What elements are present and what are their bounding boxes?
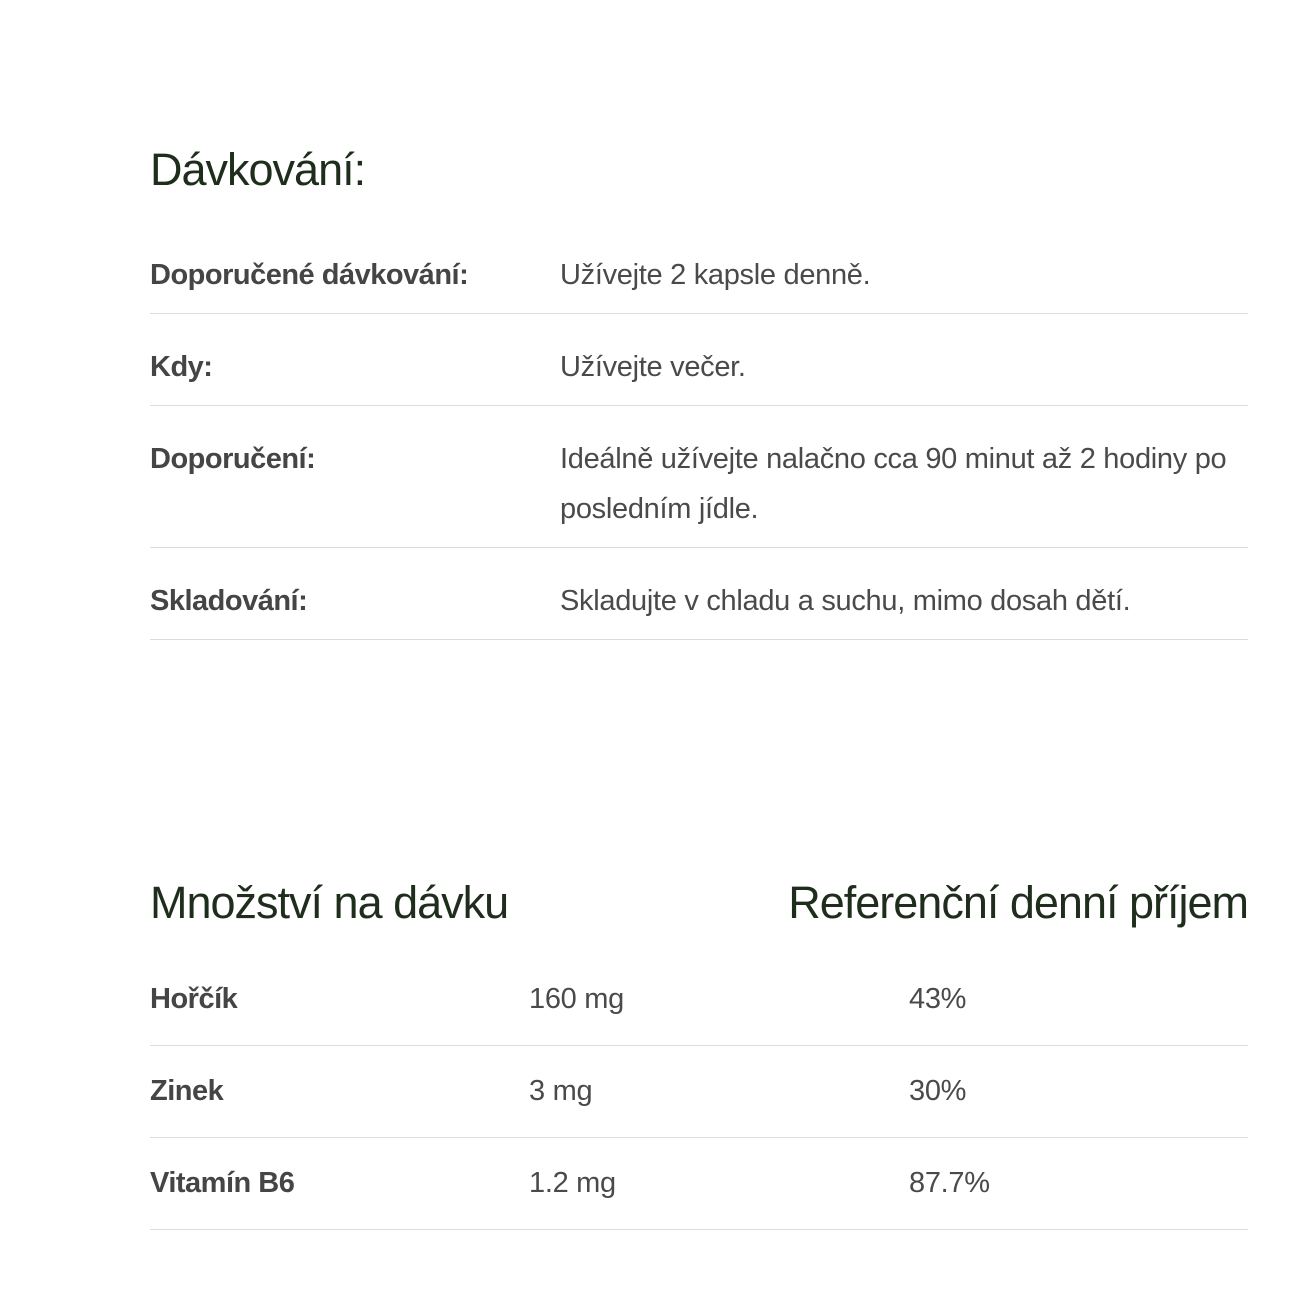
nutrient-reference-percent: 43% — [909, 983, 967, 1015]
nutrient-name: Hořčík — [150, 983, 238, 1015]
dosage-row-recommended-dose — [150, 222, 1248, 314]
dosage-section-title: Dávkování: — [150, 144, 366, 195]
nutrient-name: Vitamín B6 — [150, 1167, 295, 1199]
nutrient-row-magnesium — [150, 954, 1248, 1046]
dosage-label: Doporučení: — [150, 443, 316, 475]
amount-per-dose-title: Množství na dávku — [150, 877, 509, 928]
nutrient-row-zinc — [150, 1046, 1248, 1138]
nutrient-table — [150, 954, 1248, 1230]
reference-intake-title: Referenční denní příjem — [788, 877, 1248, 928]
nutrient-amount: 3 mg — [529, 1075, 593, 1107]
dosage-row-when — [150, 314, 1248, 406]
nutrient-reference-percent: 30% — [909, 1075, 967, 1107]
nutrient-amount: 160 mg — [529, 983, 624, 1015]
dosage-row-recommendation — [150, 406, 1248, 548]
nutrient-name: Zinek — [150, 1075, 224, 1107]
dosage-row-storage — [150, 548, 1248, 640]
dosage-table — [150, 222, 1248, 640]
dosage-label: Doporučené dávkování: — [150, 259, 469, 291]
dosage-value: Skladujte v chladu a suchu, mimo dosah dětí. — [560, 585, 1131, 617]
nutrient-reference-percent: 87.7% — [909, 1167, 990, 1199]
dosage-label: Kdy: — [150, 351, 213, 383]
dosage-value: Užívejte 2 kapsle denně. — [560, 259, 871, 291]
dosage-value: Užívejte večer. — [560, 351, 746, 383]
nutrient-row-vitamin-b6 — [150, 1138, 1248, 1230]
nutrient-amount: 1.2 mg — [529, 1167, 616, 1199]
dosage-value: Ideálně užívejte nalačno cca 90 minut až 2 hodiny po posledním jídle. — [560, 443, 1227, 525]
dosage-label: Skladování: — [150, 585, 308, 617]
